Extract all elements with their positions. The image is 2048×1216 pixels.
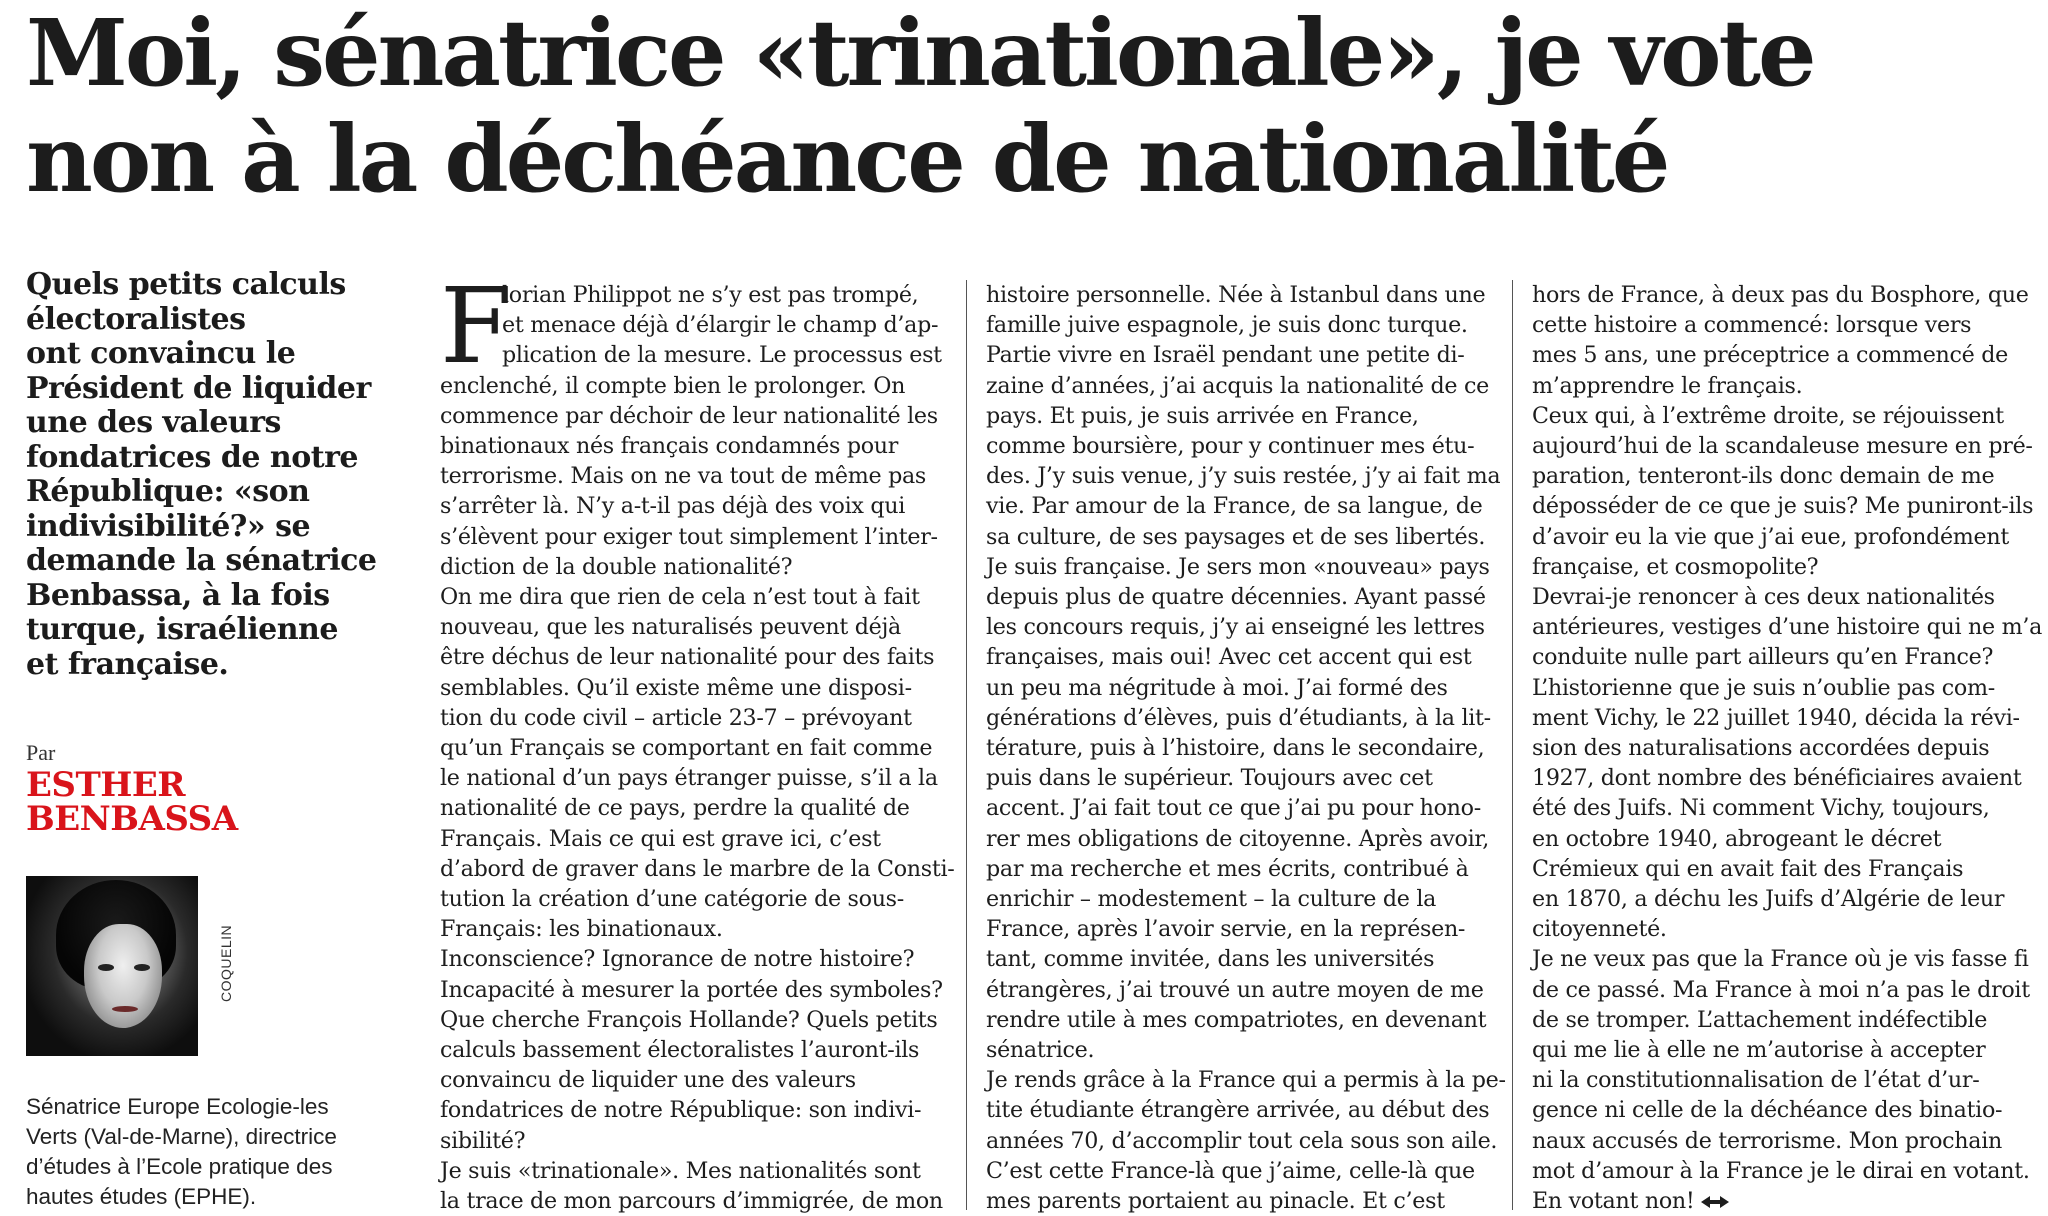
article-line: tite étudiante étrangère arrivée, au début des xyxy=(986,1097,1490,1124)
article-line: conduite nulle part ailleurs qu’en France? xyxy=(1532,644,1994,671)
article-line: été des Juifs. Ni comment Vichy, toujours, xyxy=(1532,795,1990,822)
author-bio xyxy=(26,1092,416,1212)
article-column-2 xyxy=(986,280,1516,1216)
article-line: semblables. Qu’il existe même une disposi- xyxy=(440,674,912,701)
standfirst-line: une des valeurs xyxy=(26,405,281,440)
article-line: histoire personnelle. Née à Istanbul dans une xyxy=(986,282,1486,308)
byline-prefix: Par xyxy=(26,740,56,765)
article-line: s’élèvent pour exiger tout simplement l’inter- xyxy=(440,523,938,550)
article-line: sa culture, de ses paysages et de ses libertés. xyxy=(986,523,1486,550)
article-line: convaincu de liquider une des valeurs xyxy=(440,1067,856,1094)
article-line: puis dans le supérieur. Toujours avec cet xyxy=(986,765,1433,792)
article-line: lorian Philippot ne s’y est pas trompé, xyxy=(502,282,919,308)
article-line: commence par déchoir de leur nationalité les xyxy=(440,402,938,429)
article-line: paration, tenteront-ils donc demain de me xyxy=(1532,463,1995,490)
standfirst-line: turque, israélienne xyxy=(26,612,338,647)
standfirst xyxy=(26,268,416,682)
article-line: L’historienne que je suis n’oublie pas com- xyxy=(1532,674,1995,701)
article-line: les concours requis, j’y ai enseigné les lettres xyxy=(986,614,1485,641)
article-line: des. J’y suis venue, j’y suis restée, j’y ai fait ma xyxy=(986,463,1501,490)
article-line: France, après l’avoir servie, en la représen- xyxy=(986,916,1466,943)
article-line: accent. J’ai fait tout ce que j’ai pu pour hono- xyxy=(986,795,1481,822)
article-line: Que cherche François Hollande? Quels petits xyxy=(440,1006,938,1033)
article-line: comme boursière, pour y continuer mes étu- xyxy=(986,433,1475,460)
standfirst-line: Président de liquider xyxy=(26,370,371,406)
article-line: Incapacité à mesurer la portée des symboles? xyxy=(440,976,943,1003)
photo-eye xyxy=(134,964,150,971)
article-line: naux accusés de terrorisme. Mon prochain xyxy=(1532,1127,2002,1154)
article-line: gence ni celle de la déchéance des binatio- xyxy=(1532,1097,2003,1124)
article-line: françaises, mais oui! Avec cet accent qui est xyxy=(986,644,1472,671)
article-line: sibilité? xyxy=(440,1127,526,1154)
article-line: Ceux qui, à l’extrême droite, se réjouissent xyxy=(1532,402,2004,429)
author-photo xyxy=(26,876,198,1056)
article-line: sénatrice. xyxy=(986,1037,1095,1064)
article-line: terrorisme. Mais on ne va tout de même pas xyxy=(440,463,926,490)
photo-credit: COQUELIN xyxy=(218,924,234,1002)
article-line: française, et cosmopolite? xyxy=(1532,553,1819,580)
article-line: zaine d’années, j’ai acquis la nationalité de ce xyxy=(986,372,1489,399)
photo-mouth xyxy=(112,1006,138,1012)
article-line: déposséder de ce que je suis? Me puniront-ils xyxy=(1532,493,2034,520)
bio-line: Sénatrice Europe Ecologie-les xyxy=(26,1094,329,1119)
article-line: Devrai-je renoncer à ces deux nationalités xyxy=(1532,584,1995,611)
standfirst-line: ont convaincu le xyxy=(26,336,296,371)
author-first-name: ESTHER xyxy=(26,765,186,805)
article-line: de ce passé. Ma France à moi n’a pas le droit xyxy=(1532,976,2030,1003)
article-line: mes parents portaient au pinacle. Et c’est xyxy=(986,1188,1445,1215)
article-line: années 70, d’accomplir tout cela sous son aile. xyxy=(986,1127,1498,1154)
headline-line-2: non à la déchéance de nationalité xyxy=(26,105,1668,213)
standfirst-line: indivisibilité?» se xyxy=(26,508,311,544)
drop-cap: F xyxy=(440,265,513,387)
photo-eye xyxy=(98,964,114,971)
article-line: tion du code civil – article 23-7 – prévoyant xyxy=(440,704,912,731)
author-last-name: BENBASSA xyxy=(26,799,238,839)
headline-line-1: Moi, sénatrice «trinationale», je vote xyxy=(26,0,1814,107)
article-line: étrangères, j’ai trouvé un autre moyen de me xyxy=(986,976,1484,1003)
article-line: en 1870, a déchu les Juifs d’Algérie de leur xyxy=(1532,886,2005,913)
standfirst-line: électoralistes xyxy=(26,301,246,337)
article-column-3 xyxy=(1532,280,2048,1216)
article-line: enclenché, il compte bien le prolonger. On xyxy=(440,372,906,399)
author-name xyxy=(26,765,238,839)
article-line: Inconscience? Ignorance de notre histoire? xyxy=(440,946,915,973)
article-line: ni la constitutionnalisation de l’état d’ur- xyxy=(1532,1067,1980,1094)
article-line: diction de la double nationalité? xyxy=(440,553,793,580)
bio-line: hautes études (EPHE). xyxy=(26,1184,257,1209)
article-line: citoyenneté. xyxy=(1532,916,1667,943)
article-line: de se tromper. L’attachement indéfectible xyxy=(1532,1006,1988,1033)
article-line: On me dira que rien de cela n’est tout à fait xyxy=(440,584,920,611)
bio-line: d’études à l’Ecole pratique des xyxy=(26,1154,333,1179)
column-divider xyxy=(1512,280,1513,1210)
article-line: qu’un Français se comportant en fait comme xyxy=(440,735,933,762)
article-line: rer mes obligations de citoyenne. Après avoir, xyxy=(986,825,1489,852)
article-line: famille juive espagnole, je suis donc turque. xyxy=(986,312,1468,339)
standfirst-line: demande la sénatrice xyxy=(26,543,377,578)
column-divider xyxy=(966,280,967,1210)
article-line: mot d’amour à la France je le dirai en votant. xyxy=(1532,1157,2030,1184)
article-line: aujourd’hui de la scandaleuse mesure en pré- xyxy=(1532,433,2033,460)
article-line: rendre utile à mes compatriotes, en devenant xyxy=(986,1006,1487,1033)
article-line: générations d’élèves, puis d’étudiants, à la lit- xyxy=(986,704,1491,731)
article-line: par ma recherche et mes écrits, contribué à xyxy=(986,855,1469,882)
article-line: Français. Mais ce qui est grave ici, c’est xyxy=(440,825,881,852)
standfirst-line: fondatrices de notre xyxy=(26,439,358,475)
article-line: Crémieux qui en avait fait des Français xyxy=(1532,855,1964,882)
article-line: d’avoir eu la vie que j’ai eue, profondément xyxy=(1532,523,2009,550)
article-line: 1927, dont nombre des bénéficiaires avaient xyxy=(1532,765,2022,792)
article-line: Je ne veux pas que la France où je vis fasse fi xyxy=(1532,946,2029,973)
article-line: vie. Par amour de la France, de sa langue, de xyxy=(986,493,1483,520)
article-line: d’abord de graver dans le marbre de la Consti- xyxy=(440,855,955,882)
bio-line: Verts (Val-de-Marne), directrice xyxy=(26,1124,337,1149)
standfirst-block xyxy=(26,268,416,682)
standfirst-line: Quels petits calculs xyxy=(26,267,346,302)
article-line: enrichir – modestement – la culture de la xyxy=(986,886,1437,913)
article-line: ment Vichy, le 22 juillet 1940, décida la révi- xyxy=(1532,704,2020,731)
article-line: cette histoire a commencé: lorsque vers xyxy=(1532,312,1972,339)
article-line: tant, comme invitée, dans les universités xyxy=(986,946,1435,973)
article-line: depuis plus de quatre décennies. Ayant passé xyxy=(986,584,1486,611)
article-line: mes 5 ans, une préceptrice a commencé de xyxy=(1532,342,2008,369)
standfirst-line: République: «son xyxy=(26,474,310,509)
article-line: la trace de mon parcours d’immigrée, de mon xyxy=(440,1188,943,1215)
end-of-article-icon xyxy=(1701,1196,1729,1208)
article-line: C’est cette France-là que j’aime, celle-là que xyxy=(986,1157,1475,1184)
article-line: Français: les binationaux. xyxy=(440,916,723,943)
article-line: en octobre 1940, abrogeant le décret xyxy=(1532,825,1942,852)
article-line: En votant non! xyxy=(1532,1188,1695,1215)
article-line: calculs bassement électoralistes l’auront-ils xyxy=(440,1037,920,1064)
article-line: Je suis «trinationale». Mes nationalités sont xyxy=(440,1157,921,1184)
article-line: plication de la mesure. Le processus est xyxy=(502,342,942,369)
article-line: Je rends grâce à la France qui a permis à la pe- xyxy=(986,1067,1506,1094)
headline xyxy=(26,0,2026,212)
article-line: antérieures, vestiges d’une histoire qui ne m’a xyxy=(1532,614,2043,641)
article-line: binationaux nés français condamnés pour xyxy=(440,433,899,460)
article-line: et menace déjà d’élargir le champ d’ap- xyxy=(502,312,939,339)
article-line: m’apprendre le français. xyxy=(1532,372,1803,399)
article-line: tution la création d’une catégorie de sous- xyxy=(440,886,904,913)
article-line: le national d’un pays étranger puisse, s’il a la xyxy=(440,765,938,792)
article-line: nouveau, que les naturalisés peuvent déjà xyxy=(440,614,901,641)
article-line: Partie vivre en Israël pendant une petite di- xyxy=(986,342,1465,369)
article-line: nationalité de ce pays, perdre la qualité de xyxy=(440,795,910,822)
article-line: Je suis française. Je sers mon «nouveau» pays xyxy=(986,553,1490,580)
article-line: un peu ma négritude à moi. J’ai formé des xyxy=(986,674,1448,701)
article-line: être déchus de leur nationalité pour des faits xyxy=(440,644,935,671)
article-line: fondatrices de notre République: son indivi- xyxy=(440,1097,922,1124)
article-line: sion des naturalisations accordées depuis xyxy=(1532,735,1990,762)
article-line: hors de France, à deux pas du Bosphore, que xyxy=(1532,282,2029,308)
photo-face xyxy=(84,924,162,1028)
article-line: qui me lie à elle ne m’autorise à accepter xyxy=(1532,1037,1986,1064)
standfirst-line: et française. xyxy=(26,646,229,682)
article-column-1 xyxy=(440,265,970,1216)
article-line: s’arrêter là. N’y a-t-il pas déjà des voix qui xyxy=(440,493,906,520)
standfirst-line: Benbassa, à la fois xyxy=(26,577,330,613)
article-line: pays. Et puis, je suis arrivée en France, xyxy=(986,402,1419,429)
article-line: térature, puis à l’histoire, dans le secondaire, xyxy=(986,735,1485,762)
